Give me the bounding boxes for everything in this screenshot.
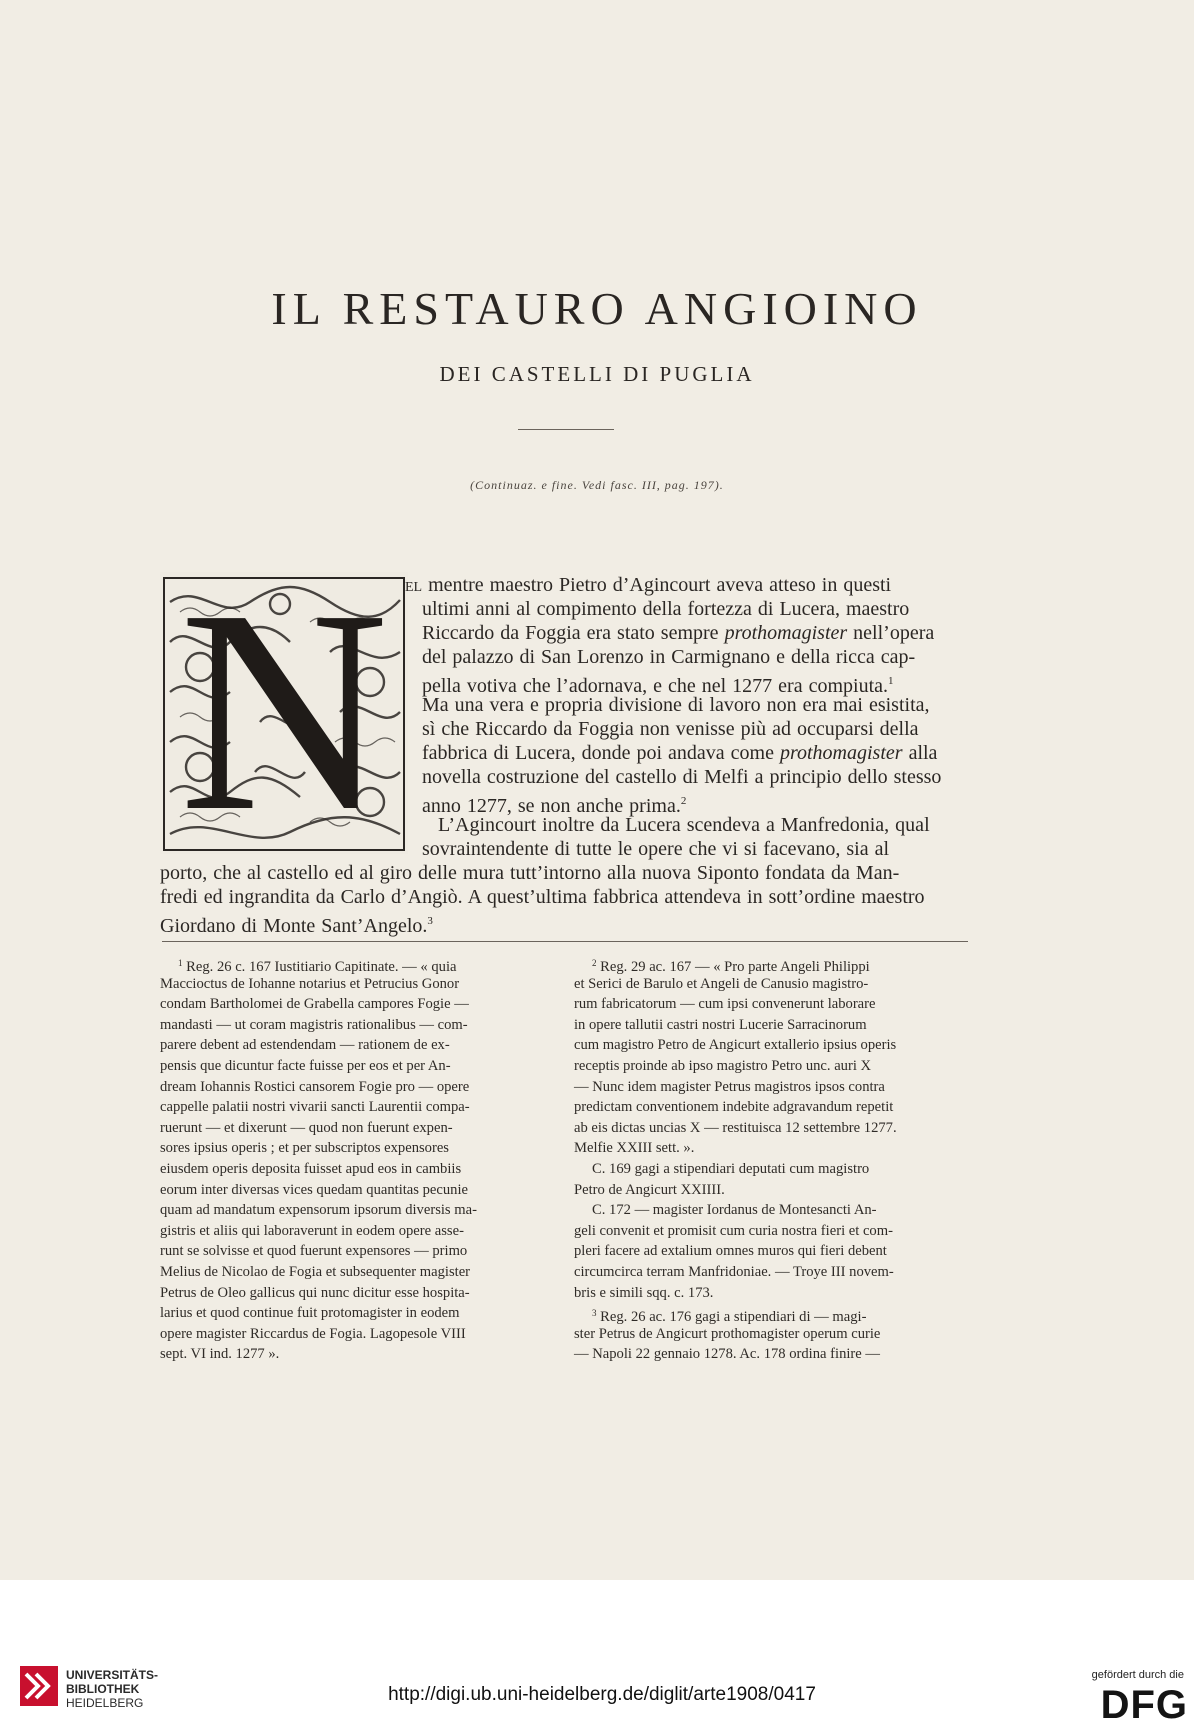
footnote-line: dream Iohannis Rostici cansorem Fogie pro — opere <box>160 1078 470 1095</box>
continuation-note: (Continuaz. e fine. Vedi fasc. III, pag. 197). <box>470 478 724 492</box>
footnote-line: Melfie XXIII sett. ». <box>574 1140 695 1157</box>
body-line-4: del palazzo di San Lorenzo in Carmignano e della ricca cap- <box>422 646 916 668</box>
footnote-line: gistris et aliis qui laboraverunt in eodem opere asse- <box>160 1222 464 1239</box>
body-line-12: sovraintendente di tutte le opere che vi si facevano, sia al <box>422 838 890 860</box>
library-name-line-3: HEIDELBERG <box>66 1696 144 1710</box>
ornamental-dropcap <box>160 550 408 871</box>
footnote-line: circumcirca terram Manfridoniae. — Troye III novem- <box>574 1264 894 1280</box>
body-line-1 <box>405 573 891 597</box>
title-divider <box>518 429 614 430</box>
footnote-line: Melius de Nicolao de Fogia et subsequenter magister <box>160 1264 471 1280</box>
footnote-marker: 1 <box>178 958 183 968</box>
body-line-3 <box>422 621 934 645</box>
body-line-13: porto, che al castello ed al giro delle mura tutt’intorno alla nuova Siponto fondata da Man- <box>160 862 900 884</box>
footnote-ref: 2 <box>680 795 687 807</box>
body-text: Giordano di Monte Sant’Angelo. <box>160 915 428 937</box>
footnote-line: bris e simili sqq. c. 173. <box>574 1284 714 1301</box>
footnote-line: eiusdem operis deposita fuisset apud eos in cambiis <box>160 1161 462 1177</box>
footnote-line: receptis proinde ab ipso magistro Petro unc. auri X <box>574 1058 872 1074</box>
dfg-logo: DFG <box>1100 1683 1188 1727</box>
footnote-line: runt se solvisse et quod fuerunt expensores — primo <box>160 1243 468 1260</box>
funding-label: gefördert durch die <box>1091 1669 1184 1681</box>
footnote-ref: 1 <box>888 675 894 687</box>
footnote-line: — Nunc idem magister Petrus magistros ipsos contra <box>574 1078 885 1095</box>
footnote-line: ab eis dictas uncias X — restituisca 12 settembre 1277. <box>574 1119 897 1136</box>
body-line-15 <box>160 909 433 938</box>
library-name-line-1: UNIVERSITÄTS- <box>66 1668 159 1682</box>
footnote-line: sept. VI ind. 1277 ». <box>160 1346 280 1363</box>
footnote-line: C. 169 gagi a stipendiari deputati cum magistro <box>592 1161 870 1177</box>
library-name-line-2: BIBLIOTHEK <box>66 1682 140 1696</box>
university-seal-icon <box>18 1664 60 1708</box>
body-text: nell’opera <box>847 622 935 644</box>
footnote-line: predictam conventionem indebite adgravandum repetit <box>574 1099 894 1116</box>
footnote-divider <box>162 941 968 942</box>
body-line-9: novella costruzione del castello di Melfi a principio dello stesso <box>422 766 942 788</box>
footnote-line: cappelle palatii nostri vivarii sancti Laurentii compa- <box>160 1099 470 1116</box>
italic-term: prothomagister <box>779 742 903 764</box>
footnote-ref: 3 <box>427 915 433 927</box>
body-text: pella votiva che l’adornava, e che nel 1277 era compiuta. <box>422 675 889 697</box>
footnote-marker: 2 <box>592 958 597 968</box>
footnote-line: quam ad mandatum expensorum ipsorum diversis ma- <box>160 1202 477 1219</box>
body-line-11: L’Agincourt inoltre da Lucera scendeva a Manfredonia, qual <box>438 814 930 836</box>
footnote-line: geli convenit et promisit cum curia nostra fieri et com- <box>574 1222 893 1239</box>
body-text: alla <box>902 742 938 764</box>
body-text: Riccardo da Foggia era stato sempre <box>422 622 725 644</box>
permalink-url[interactable]: http://digi.ub.uni-heidelberg.de/diglit/arte1908/0417 <box>388 1684 816 1705</box>
footnote-line: Maccioctus de Iohanne notarius et Petrucius Gonor <box>160 975 460 992</box>
footnote-line: in opere tallutii castri nostri Lucerie Sarracinorum <box>574 1016 867 1033</box>
opening-small-caps: el <box>405 574 423 596</box>
body-line-8 <box>422 741 937 765</box>
body-line-7: sì che Riccardo da Foggia non venisse più ad occuparsi della <box>422 718 919 740</box>
footnote-line: opere magister Riccardus de Fogia. Lagopesole VIII <box>160 1325 466 1342</box>
body-line-2: ultimi anni al compimento della fortezza di Lucera, maestro <box>422 598 910 620</box>
dropcap-letter: N <box>179 550 389 871</box>
body-text: mentre maestro Pietro d’Agincourt aveva atteso in questi <box>428 574 892 596</box>
body-text: fabbrica di Lucera, donde poi andava come <box>422 742 780 764</box>
footnote-line: rum fabricatorum — cum ipsi convenerunt laborare <box>574 996 876 1013</box>
footnote-line: — Napoli 22 gennaio 1278. Ac. 178 ordina finire — <box>574 1346 881 1363</box>
footnote-line: pensis que dicuntur facte fuisse per eos et per An- <box>160 1058 451 1074</box>
footnote-line: condam Bartholomei de Grabella campores Fogie — <box>160 996 469 1013</box>
footnote-line: parere debent ad estendendam — rationem de ex- <box>160 1037 450 1054</box>
article-title: IL RESTAURO ANGIOINO <box>271 283 923 334</box>
footnote-text: Reg. 26 ac. 176 gagi a stipendiari di — magi- <box>600 1309 867 1326</box>
footnote-line: larius et quod continue fuit protomagister in eodem <box>160 1305 460 1322</box>
body-line-6: Ma una vera e propria divisione di lavoro non era mai esistita, <box>422 694 930 716</box>
italic-term: prothomagister <box>724 622 848 644</box>
footnote-line: ster Petrus de Angicurt prothomagister operum curie <box>574 1325 881 1342</box>
footnote-line: eorum inter diversas vices quedam quantitas pecunie <box>160 1181 468 1198</box>
footnote-line: et Serici de Barulo et Angeli de Canusio magistro- <box>574 975 869 992</box>
body-text: anno 1277, se non anche prima. <box>422 795 681 817</box>
article-subtitle: DEI CASTELLI DI PUGLIA <box>439 362 755 386</box>
footnote-line: mandasti — ut coram magistris rationalibus — com- <box>160 1016 468 1033</box>
footnote-line: Petrus de Oleo gallicus qui nunc dicitur esse hospita- <box>160 1284 470 1301</box>
footnote-text: Reg. 26 c. 167 Iustitiario Capitinate. — « quia <box>186 959 457 975</box>
body-line-14: fredi ed ingrandita da Carlo d’Angiò. A quest’ultima fabbrica attendeva in sott’ordine maestro <box>160 886 925 908</box>
footnote-marker: 3 <box>592 1308 597 1319</box>
footnote-line: cum magistro Petro de Angicurt extallerio ipsius operis <box>574 1037 897 1054</box>
footnote-line: sores ipsius operis ; et per subscriptos expensores <box>160 1140 449 1157</box>
footnote-line: ruerunt — et dixerunt — quod non fuerunt expen- <box>160 1119 453 1136</box>
footnote-line: Petro de Angicurt XXIIII. <box>574 1181 725 1198</box>
footnote-text: Reg. 29 ac. 167 — « Pro parte Angeli Philippi <box>600 959 870 975</box>
footnote-line: C. 172 — magister Iordanus de Montesancti An- <box>592 1202 877 1219</box>
footnote-line: pleri facere ad extalium omnes muros qui fieri debent <box>574 1243 887 1260</box>
